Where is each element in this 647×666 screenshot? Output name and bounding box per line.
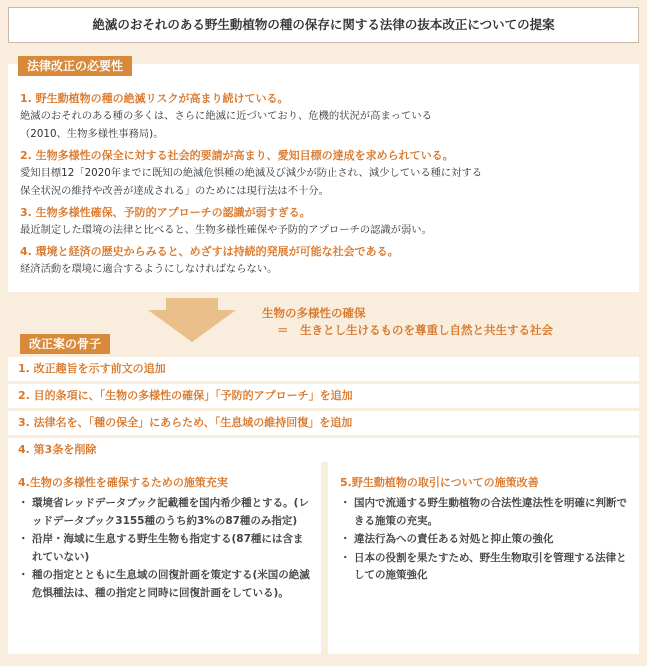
bones-tag: 改正案の骨子 xyxy=(20,334,110,354)
bones-item: 2. 目的条項に、「生物の多様性の確保」「予防的アプローチ」を追加 xyxy=(8,384,639,408)
necessity-item xyxy=(20,205,627,239)
necessity-heading: 3. 生物多様性確保、予防的アプローチの認識が弱すぎる。 xyxy=(20,206,311,219)
bullet-item: ・ 種の指定とともに生息域の回復計画を策定する(米国の絶滅危惧種法は、種の指定と同時に回復計画をしている)。 xyxy=(18,567,311,602)
bullet-item: ・ 国内で流通する野生動植物の合法性違法性を明確に判断できる施策の充実。 xyxy=(340,495,629,530)
measures-column-right xyxy=(328,461,639,654)
measures-column-left xyxy=(8,461,321,654)
bones-item: 3. 法律名を、「種の保全」にあらため、「生息域の維持回復」を追加 xyxy=(8,411,639,435)
slogan-line1: 生物の多様性の確保 xyxy=(262,306,366,320)
column-heading: 4.生物の多様性を確保するための施策充実 xyxy=(18,476,228,489)
bullet-item: ・ 違法行為への責任ある対処と抑止策の強化 xyxy=(340,531,629,549)
necessity-text: 愛知目標12「2020年までに既知の絶滅危惧種の絶滅及び減少が防止され、減少している種に対する 保全状況の維持や改善が達成される」のためには現行法は不十分。 xyxy=(20,167,483,197)
necessity-item xyxy=(20,91,627,143)
necessity-panel xyxy=(8,59,639,292)
bullet-item: ・ 日本の役割を果たすため、野生生物取引を管理する法律としての施策強化 xyxy=(340,550,629,585)
necessity-text: 最近制定した環境の法律と比べると、生物多様性確保や予防的アプローチの認識が弱い。 xyxy=(20,224,432,236)
down-arrow-icon xyxy=(148,298,236,342)
bones-item: 1. 改正趣旨を示す前文の追加 xyxy=(8,357,639,381)
necessity-item xyxy=(20,148,627,200)
bullet-list xyxy=(18,495,311,602)
necessity-text: 経済活動を環境に適合するようにしなければならない。 xyxy=(20,263,278,275)
bullet-list xyxy=(340,495,629,585)
necessity-heading: 2. 生物多様性の保全に対する社会的要請が高まり、愛知目標の達成を求められている。 xyxy=(20,149,454,162)
necessity-text: 絶滅のおそれのある種の多くは、さらに絶滅に近づいており、危機的状況が高まっている （2010、生物多様性事務局)。 xyxy=(20,110,432,140)
slogan-line2: ＝ 生きとし生けるものを尊重し自然と共生する社会 xyxy=(277,323,553,337)
slogan xyxy=(262,305,553,339)
bones-item: 4. 第3条を削除 xyxy=(8,438,639,462)
necessity-heading: 1. 野生動植物の種の絶滅リスクが高まり続けている。 xyxy=(20,92,289,105)
page-title: 絶滅のおそれのある野生動植物の種の保存に関する法律の抜本改正についての提案 xyxy=(8,7,639,43)
bullet-item: ・ 沿岸・海域に生息する野生生物も指定する(87種には含まれていない) xyxy=(18,531,311,566)
necessity-item xyxy=(20,244,627,278)
necessity-tag: 法律改正の必要性 xyxy=(18,56,132,76)
bullet-item: ・ 環境省レッドデータブック記載種を国内希少種とする。(レッドデータブック3155種のうち約3%の87種のみ指定) xyxy=(18,495,311,530)
column-heading: 5.野生動植物の取引についての施策改善 xyxy=(340,476,539,489)
necessity-heading: 4. 環境と経済の歴史からみると、めざすは持続的発展が可能な社会である。 xyxy=(20,245,399,258)
